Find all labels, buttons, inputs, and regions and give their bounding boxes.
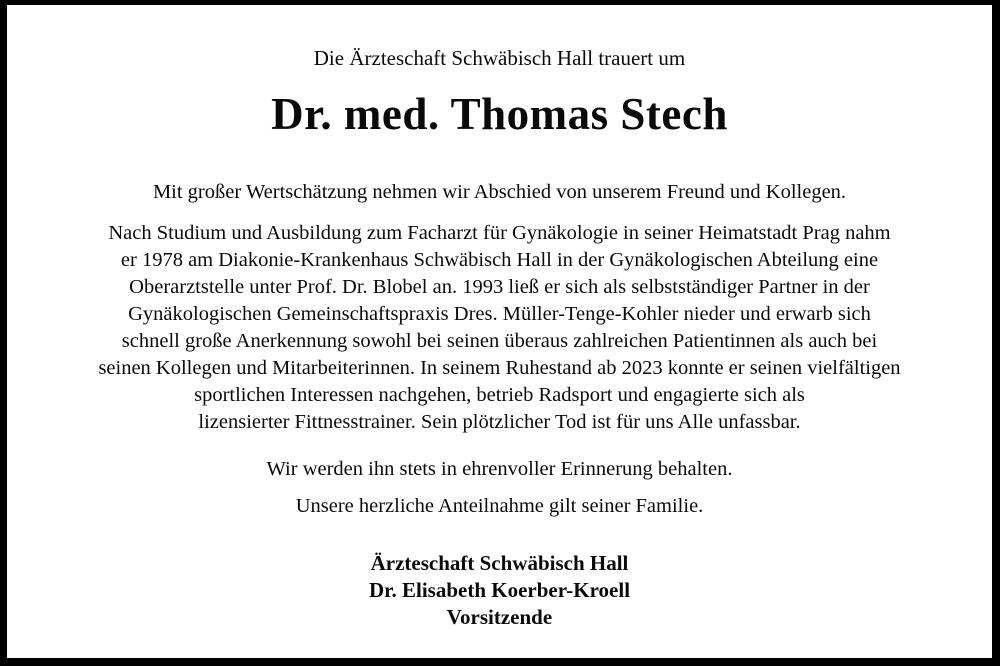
biography-line: lizensierter Fittnesstrainer. Sein plötzlicher Tod ist für uns Alle unfassbar. xyxy=(198,411,801,433)
tribute-line: Mit großer Wertschätzung nehmen wir Abschied von unserem Freund und Kollegen. xyxy=(152,181,847,203)
signature-person: Dr. Elisabeth Koerber-Kroell xyxy=(368,578,631,602)
biography-line: sportlichen Interessen nachgehen, betrieb Radsport und engagierte sich als xyxy=(194,384,805,406)
biography-line: Nach Studium und Ausbildung zum Facharzt für Gynäkologie in seiner Heimatstadt Prag nahm xyxy=(108,222,891,244)
deceased-name: Dr. med. Thomas Stech xyxy=(271,89,728,139)
intro-line: Die Ärzteschaft Schwäbisch Hall trauert um xyxy=(313,46,686,70)
biography-paragraph xyxy=(7,220,992,436)
signature-role: Vorsitzende xyxy=(446,605,553,629)
biography-line: Oberarztstelle unter Prof. Dr. Blobel an. 1993 ließ er sich als selbstständiger Partner in der xyxy=(129,276,870,298)
condolence-line: Unsere herzliche Anteilnahme gilt seiner Familie. xyxy=(295,495,704,517)
signature-block xyxy=(7,550,992,631)
biography-line: schnell große Anerkennung sowohl bei seinen überaus zahlreichen Patientinnen als auch bei xyxy=(121,330,878,352)
biography-line: Gynäkologischen Gemeinschaftspraxis Dres. Müller-Tenge-Kohler nieder und erwarb sich xyxy=(128,303,871,325)
signature-organization: Ärzteschaft Schwäbisch Hall xyxy=(370,551,629,575)
remembrance-line: Wir werden ihn stets in ehrenvoller Erinnerung behalten. xyxy=(266,458,733,480)
biography-line: er 1978 am Diakonie-Krankenhaus Schwäbisch Hall in der Gynäkologischen Abteilung eine xyxy=(120,249,879,271)
obituary-content xyxy=(7,5,992,631)
biography-line: seinen Kollegen und Mitarbeiterinnen. In seinem Ruhestand ab 2023 konnte er seinen vielfältigen xyxy=(98,357,901,379)
